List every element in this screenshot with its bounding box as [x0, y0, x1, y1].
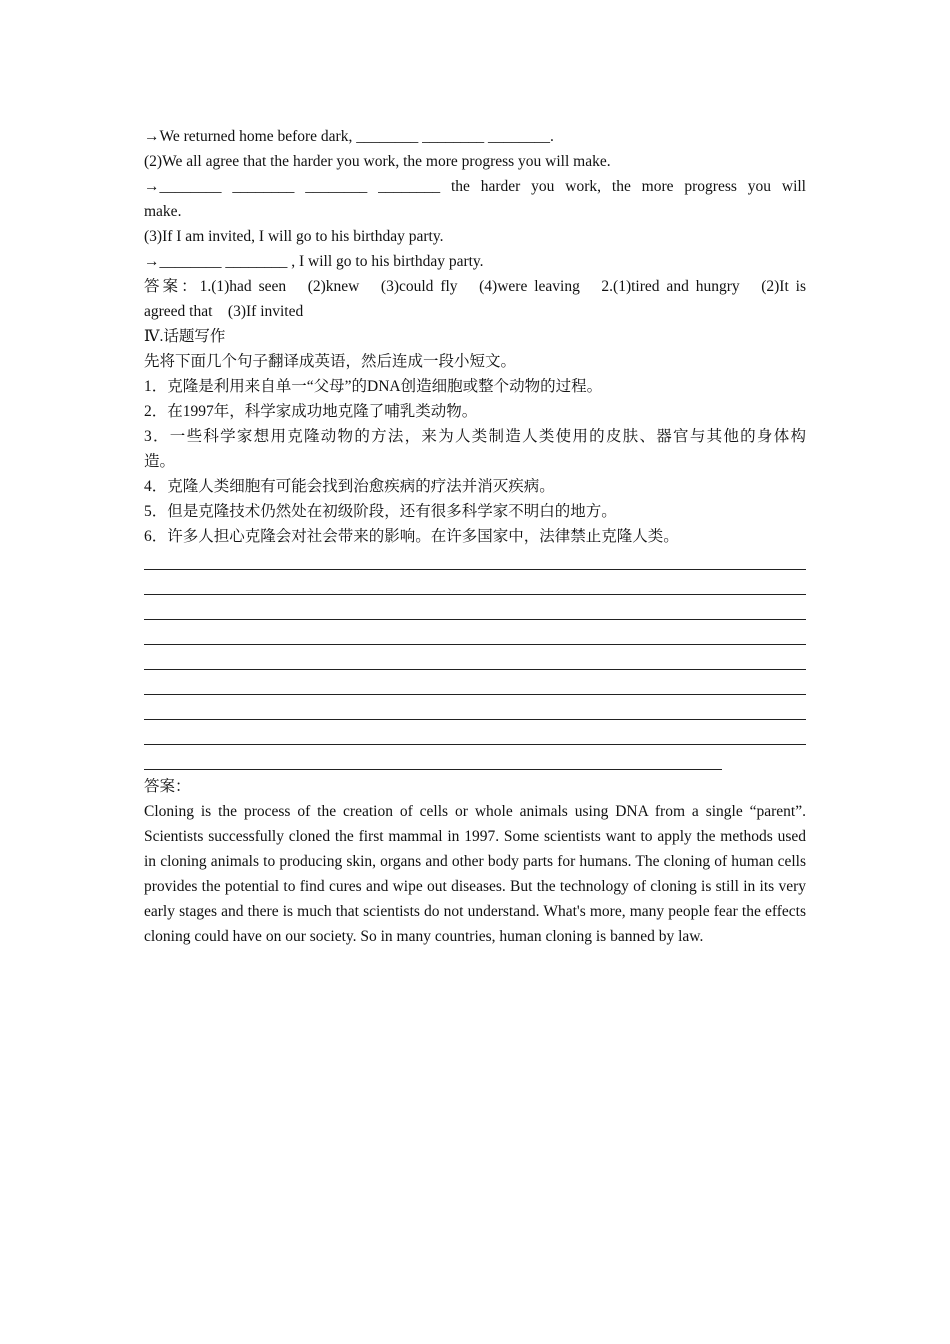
- list-item: 2．在1997年，科学家成功地克隆了哺乳类动物。: [144, 403, 478, 420]
- rewrite-line-2-cont: make.: [144, 203, 182, 220]
- writing-line[interactable]: [144, 674, 806, 699]
- list-item: 4．克隆人类细胞有可能会找到治愈疾病的疗法并消灭疾病。: [144, 478, 555, 495]
- writing-line[interactable]: [144, 724, 806, 749]
- list-item-cont: 造。: [144, 453, 176, 470]
- writing-line[interactable]: [144, 699, 806, 724]
- sentence-3: (3)If I am invited, I will go to his birthday party.: [144, 228, 444, 245]
- answer-key-line-1: 答案：1.(1)had seen (2)knew (3)could fly (4)were leaving 2.(1)tired and hungry (2)It is: [144, 278, 806, 295]
- section-instruction: 先将下面几个句子翻译成英语，然后连成一段小短文。: [144, 353, 517, 370]
- sentence-2: (2)We all agree that the harder you work, the more progress you will make.: [144, 153, 611, 170]
- writing-line[interactable]: [144, 599, 806, 624]
- answer-label: 答案：: [144, 778, 191, 795]
- rewrite-line-3: →________ ________ , I will go to his birthday party.: [144, 253, 484, 270]
- rewrite-line-2: →________ ________ ________ ________ the harder you work, the more progress you will: [144, 178, 806, 195]
- writing-line[interactable]: [144, 549, 806, 574]
- list-item: 3．一些科学家想用克隆动物的方法，来为人类制造人类使用的皮肤、器官与其他的身体构: [144, 428, 806, 445]
- writing-line-last[interactable]: [144, 749, 806, 774]
- document-page: [144, 124, 806, 949]
- list-item: 5．但是克隆技术仍然处在初级阶段，还有很多科学家不明白的地方。: [144, 503, 617, 520]
- writing-line[interactable]: [144, 574, 806, 599]
- writing-line[interactable]: [144, 649, 806, 674]
- list-item: 1．克隆是利用来自单一“父母”的DNA创造细胞或整个动物的过程。: [144, 378, 603, 395]
- answer-key-line-2: agreed that (3)If invited: [144, 303, 304, 320]
- writing-line[interactable]: [144, 624, 806, 649]
- list-item: 6．许多人担心克隆会对社会带来的影响。在许多国家中，法律禁止克隆人类。: [144, 528, 679, 545]
- answer-paragraph: Cloning is the process of the creation of cells or whole animals using DNA from a single “parent”. Scientists successfully cloned the first mammal in 1997. Some scientists want to apply the methods used in cloning animals to producing skin, organs and other body parts for humans. The cloning of human cells provides the potential to find cures and wipe out diseases. But the technology of cloning is still in its very early stages and there is much that scientists do not understand. What's more, many people fear the effects cloning could have on our society. So in many countries, human cloning is banned by law.: [144, 803, 806, 945]
- rewrite-line-1: →We returned home before dark, ________ ________ ________.: [144, 128, 554, 145]
- section-heading: Ⅳ.话题写作: [144, 328, 226, 345]
